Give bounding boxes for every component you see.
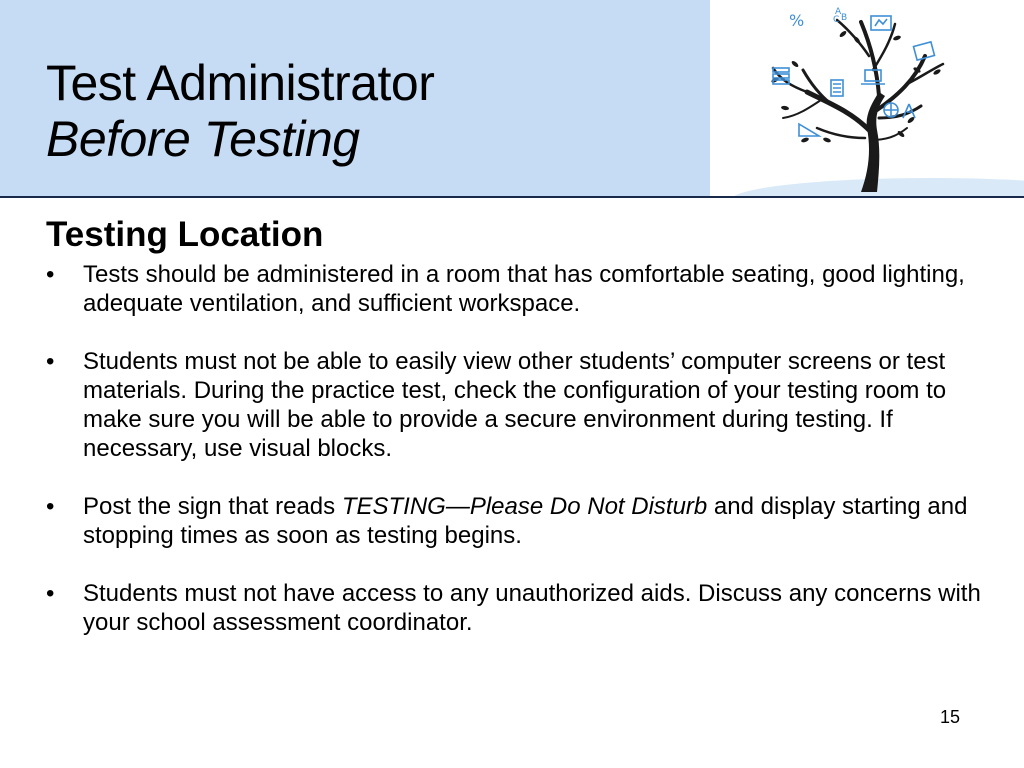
- bullet-text-after: and display starting and stopping times as soon as testing begins.: [83, 493, 968, 549]
- page-number: 15: [939, 707, 961, 727]
- bullet-item: [46, 579, 1006, 637]
- bullet-text: Tests should be administered in a room that has comfortable seating, good lighting, adequate ventilation, and sufficient workspace.: [83, 261, 965, 317]
- sign-text: TESTING—Please Do Not Disturb: [341, 493, 708, 520]
- bullet-list: [46, 260, 1006, 637]
- bullet-item: [46, 260, 1006, 318]
- bullet-marker: •: [46, 580, 55, 607]
- tree-of-learning-icon: [711, 0, 1024, 196]
- bullet-text: Students must not be able to easily view other students’ computer screens or test materials. During the practice test, check the configuration of your testing room to make sure you will be able to provide a secure environment during testing. If necessary, use visual blocks.: [83, 348, 947, 462]
- title-line-1: Test Administrator: [46, 55, 435, 111]
- bullet-text-before: Post the sign that reads: [83, 493, 342, 520]
- bullet-item: [46, 347, 1006, 463]
- title-line-2: Before Testing: [46, 111, 360, 167]
- svg-text:B: B: [841, 13, 848, 23]
- slide-title: [46, 54, 686, 166]
- abc-icon: A: [835, 7, 842, 17]
- globe-icon: [884, 103, 898, 117]
- svg-text:C: C: [833, 15, 840, 25]
- bullet-marker: •: [46, 348, 55, 375]
- section-heading: Testing Location: [46, 215, 324, 254]
- triangle-ruler-icon: [799, 124, 819, 136]
- slide-content: [46, 212, 1006, 666]
- bullet-marker: •: [46, 261, 55, 288]
- header-divider: [0, 196, 1024, 198]
- bullet-item: [46, 492, 1006, 550]
- header-band: [0, 0, 711, 196]
- bullet-text: Students must not have access to any unauthorized aids. Discuss any concerns with your school assessment coordinator.: [83, 580, 981, 636]
- tree-illustration: [711, 0, 1024, 196]
- percent-icon: %: [789, 11, 805, 30]
- bullet-marker: •: [46, 493, 55, 520]
